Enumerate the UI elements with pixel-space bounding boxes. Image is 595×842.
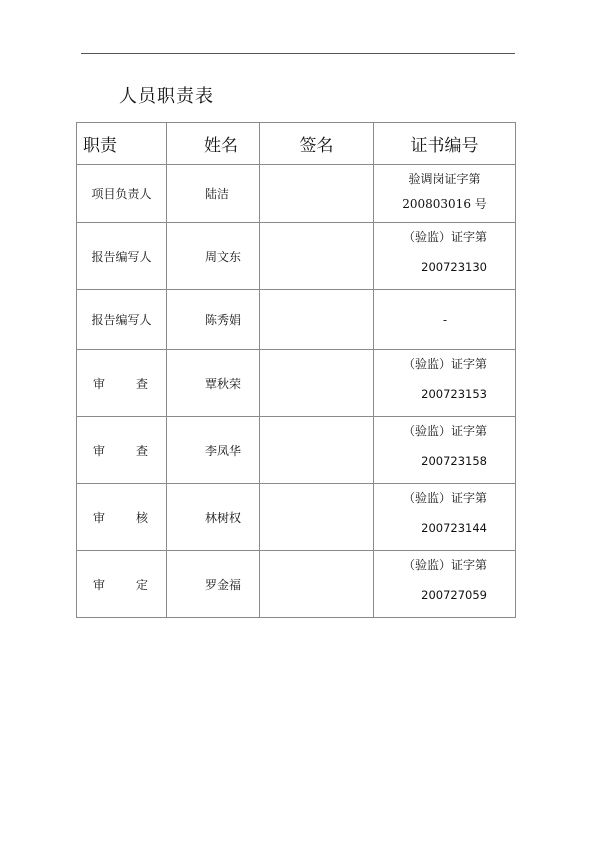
role-text: 报告编写人 <box>91 313 152 327</box>
role-text: 审 <box>93 443 106 458</box>
column-header-name: 姓名 <box>167 123 260 165</box>
certificate-line-1: （验监）证字第 <box>402 424 487 438</box>
certificate-cell <box>374 223 516 290</box>
table-row <box>77 484 516 551</box>
role-text: 项目负责人 <box>91 187 152 201</box>
certificate-line-1: （验监）证字第 <box>402 230 487 244</box>
certificate-cell <box>374 350 516 417</box>
certificate-cell <box>374 484 516 551</box>
table-row <box>77 350 516 417</box>
table-row <box>77 290 516 350</box>
column-header-certificate: 证书编号 <box>374 123 516 165</box>
table-row <box>77 165 516 223</box>
certificate-line-1: 验调岗证字第 <box>408 172 481 186</box>
header-rule <box>81 53 515 54</box>
role-cell <box>77 290 167 350</box>
role-cell <box>77 484 167 551</box>
name-cell: 李凤华 <box>167 417 260 484</box>
certificate-line-2: 200723153 <box>421 387 487 401</box>
certificate-line-2: 200803016 号 <box>402 197 487 211</box>
signature-cell <box>260 165 374 223</box>
name-cell: 陈秀娟 <box>167 290 260 350</box>
signature-cell <box>260 350 374 417</box>
signature-cell <box>260 484 374 551</box>
certificate-line-1: （验监）证字第 <box>402 558 487 572</box>
name-cell: 覃秋荣 <box>167 350 260 417</box>
name-cell: 罗金福 <box>167 551 260 618</box>
role-cell <box>77 417 167 484</box>
table-row <box>77 551 516 618</box>
table-row <box>77 223 516 290</box>
certificate-cell <box>374 417 516 484</box>
certificate-cell: - <box>374 290 516 350</box>
role-text: 查 <box>135 376 148 391</box>
name-cell: 陆洁 <box>167 165 260 223</box>
role-text: 定 <box>135 577 148 592</box>
certificate-cell <box>374 165 516 223</box>
role-text: 核 <box>135 510 148 525</box>
table-header-row <box>77 123 516 165</box>
page-title: 人员职责表 <box>119 86 214 107</box>
role-cell <box>77 165 167 223</box>
table-row <box>77 417 516 484</box>
role-cell <box>77 350 167 417</box>
role-text: 审 <box>93 510 106 525</box>
role-text: 审 <box>93 376 106 391</box>
certificate-line-2: 200723144 <box>421 521 487 535</box>
name-cell: 周文东 <box>167 223 260 290</box>
role-cell <box>77 223 167 290</box>
personnel-duty-table <box>76 122 516 618</box>
certificate-line-2: 200723130 <box>421 260 487 274</box>
role-text: 审 <box>93 577 106 592</box>
certificate-line-1: （验监）证字第 <box>402 491 487 505</box>
role-text: 查 <box>135 443 148 458</box>
column-header-role: 职责 <box>77 123 167 165</box>
certificate-line-2: 200723158 <box>421 454 487 468</box>
role-cell <box>77 551 167 618</box>
signature-cell <box>260 551 374 618</box>
signature-cell <box>260 290 374 350</box>
signature-cell <box>260 223 374 290</box>
certificate-line-1: （验监）证字第 <box>402 357 487 371</box>
certificate-cell <box>374 551 516 618</box>
name-cell: 林树权 <box>167 484 260 551</box>
signature-cell <box>260 417 374 484</box>
role-text: 报告编写人 <box>91 249 152 264</box>
certificate-line-2: 200727059 <box>421 588 487 602</box>
column-header-signature: 签名 <box>260 123 374 165</box>
